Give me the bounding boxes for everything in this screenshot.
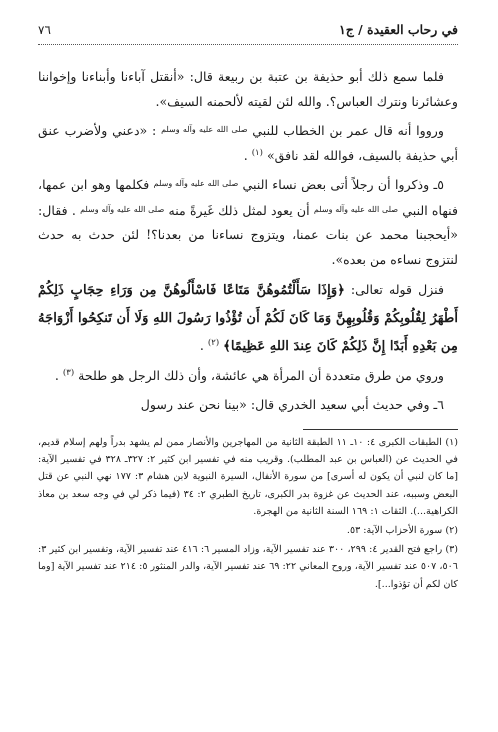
page-number: ٧٦	[38, 23, 51, 37]
paragraph-text: فنزل قوله تعالى:	[344, 282, 444, 297]
footnote-ref: (١)	[251, 147, 263, 158]
running-header	[38, 22, 458, 45]
footnote-divider	[303, 429, 458, 430]
footnote-1: (١) الطبقات الكبرى ٤: ١٠ـ ١١ الطبقة الثانية من المهاجرين والأنصار ممن لم يشهد بدراً ولهم إسلام قديم، في الحديث عن (العباس بن عبد المطلب). وقريب منه في تفسير ابن كثير ٢: ٣٢٧ـ ٣٢٨ في تفسير الآية: [ما كان لنبي أن يكون له أسرى] من سورة الأنفال، السيرة النبوية لابن هشام ٣: ١٧٧ نهي النبي عن قتل البعض وسببه، عند الحديث عن غزوة بدر الكبرى، تاريخ الطبري ٢: ٣٤ (فيما ذكر لي في وجه سعد بن معاذ الكراهية...). الثقات ١: ١٦٩ السنة الثانية من الهجرة.	[38, 437, 458, 517]
footnote-ref: (٢)	[207, 337, 220, 348]
paragraph-6	[38, 393, 458, 418]
paragraph-4	[38, 276, 458, 360]
paragraph-text: فكلمها وهو ابن عمها، فنهاه النبي	[38, 177, 458, 218]
paragraph-5	[38, 364, 458, 389]
footnote-ref: (٣)	[62, 367, 75, 378]
honorific-mark: صلى الله عليه وآله وسلم	[153, 179, 239, 188]
paragraph-text: ٦ـ وفي حديث أبي سعيد الخدري قال: «بينا نحن عند رسول	[140, 396, 444, 412]
footnote-2: (٢) سورة الأحزاب الآية: ٥٣.	[346, 525, 458, 537]
paragraph-3	[38, 172, 458, 272]
footnote-3: (٣) راجع فتح القدير ٤: ٢٩٩، ٣٠٠ عند تفسير الآية، وزاد المسير ٦: ٤١٦ عند تفسير الآية، وتفسير ابن كثير ٣: ٥٠٦، ٥٠٧ عند تفسير الآية، وروح المعاني ٢٢: ٦٩ عند تفسير الآية، والدر المنثور ٥: ٢١٤ عند تفسير الآية [وما كان لكم أن تؤذوا...].	[38, 544, 459, 590]
footnotes	[38, 434, 458, 593]
paragraph-text: وروي من طرق متعددة أن المرأة هي عائشة، وأن ذلك الرجل هو طلحة	[78, 368, 444, 383]
book-page	[38, 22, 458, 712]
honorific-mark: صلى الله عليه وآله وسلم	[161, 125, 248, 134]
paragraph-text: . فقال: «أيحجبنا محمد عن بنات عمنا، ويتزوج نساءنا من بعدنا؟! لئن حدث به حدث لنتزوج نساءه من بعده».	[38, 202, 458, 267]
paragraph-text: أن يعود لمثل ذلك غَيرةً منه	[168, 202, 310, 218]
honorific-mark: صلى الله عليه وآله وسلم	[313, 204, 399, 214]
paragraph-text: ٥ـ وذكروا أن رجلاً أتى بعض نساء النبي	[242, 177, 444, 192]
paragraph-text: .	[199, 338, 204, 353]
paragraph-text: : «دعني ولأضرب عنق أبي حذيفة بالسيف، فوالله لقد نافق»	[38, 123, 458, 163]
paragraph-text: .	[54, 368, 59, 383]
paragraph-1	[38, 65, 458, 114]
quran-verse: ﴿وَإِذَا سَأَلْتُمُوهُنَّ مَتَاعًا فَاسْأَلُوهُنَّ مِن وَرَاءِ حِجَابٍ ذَلِكُمْ أَطْهَرُ لِقُلُوبِكُمْ وَقُلُوبِهِنَّ وَمَا كَانَ لَكُمْ أَن تُؤْذُوا رَسُولَ اللهِ وَلَا أَن تَنكِحُوا أَزْوَاجَهُ مِن بَعْدِهِ أَبَدًا إِنَّ ذَلِكُمْ كَانَ عِندَ اللهِ عَظِيمًا﴾	[38, 283, 458, 354]
paragraph-text: .	[243, 147, 248, 163]
paragraph-text: ورووا أنه قال عمر بن الخطاب للنبي	[252, 123, 444, 138]
book-title: في رحاب العقيدة / ج١	[338, 22, 458, 37]
paragraph-2	[38, 118, 458, 168]
main-text	[38, 65, 458, 417]
paragraph-text: فلما سمع ذلك أبو حذيفة بن عتبة بن ربيعة قال: «أنقتل آباءنا وأبناءنا وإخواننا وعشائرنا ونترك العباس؟. والله لئن لقيته لألحمنه السيف».	[38, 69, 458, 109]
honorific-mark: صلى الله عليه وآله وسلم	[80, 204, 165, 214]
